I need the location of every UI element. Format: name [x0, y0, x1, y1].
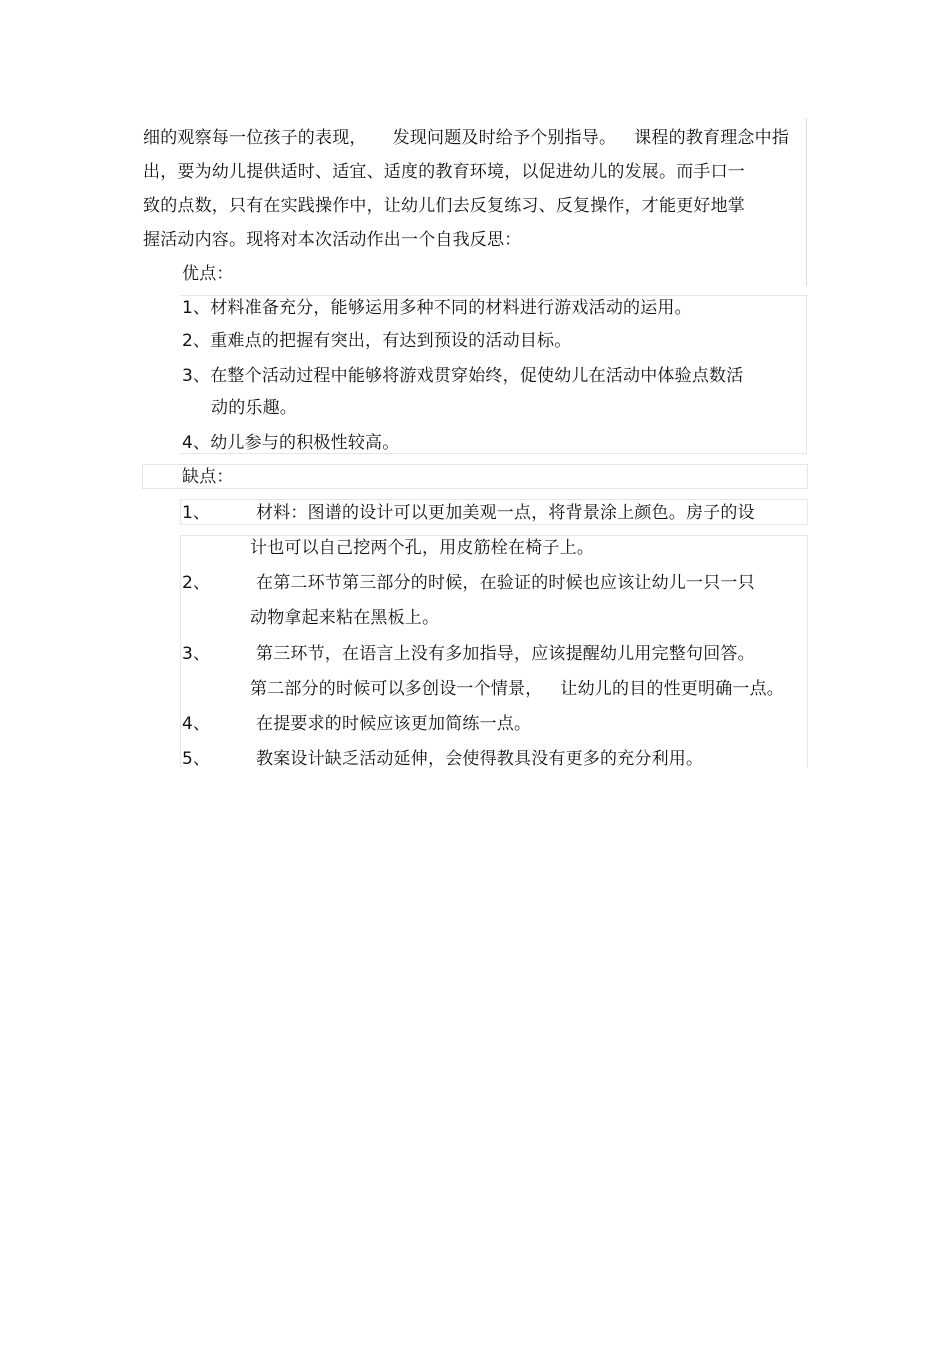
margin-rule — [806, 118, 807, 286]
advantages-heading: 优点： — [182, 264, 234, 284]
intro-line-4: 握活动内容。现将对本次活动作出一个自我反思： — [143, 230, 522, 250]
intro-line-1-part-3: 课程的教育理念中指 — [634, 128, 790, 148]
advantage-item-2 — [182, 329, 571, 353]
disadvantage-item-4-text: 在提要求的时候应该更加简练一点。 — [256, 714, 532, 734]
disadvantage-item-2-continued: 动物拿起来粘在黑板上。 — [250, 608, 440, 628]
advantage-item-number: 3、 — [182, 366, 211, 386]
disadvantage-item-3-number: 3、 — [182, 644, 211, 664]
disadvantage-item-2-number: 2、 — [182, 573, 211, 593]
disadvantage-item-3-continued — [250, 677, 784, 701]
disadvantage-item-4-number: 4、 — [182, 714, 211, 734]
intro-line-1-part-1: 细的观察每一位孩子的表现， — [143, 128, 367, 148]
advantage-item-4 — [182, 431, 399, 455]
intro-line-3: 致的点数，只有在实践操作中，让幼儿们去反复练习、反复操作，才能更好地掌 — [143, 196, 745, 216]
intro-line-1-part-2: 发现问题及时给予个别指导。 — [392, 128, 617, 148]
advantage-item-number: 1、 — [182, 298, 211, 318]
advantage-item-number: 2、 — [182, 331, 211, 351]
disadvantage-item-3-continued-part-2: 让幼儿的目的性更明确一点。 — [560, 679, 785, 699]
disadvantage-item-1-number: 1、 — [182, 503, 211, 523]
advantage-item-text: 重难点的把握有突出，有达到预设的活动目标。 — [210, 331, 572, 351]
disadvantages-heading-frame — [142, 464, 808, 489]
advantage-item-text: 材料准备充分，能够运用多种不同的材料进行游戏活动的运用。 — [210, 298, 692, 318]
disadvantage-item-2-text: 在第二环节第三部分的时候，在验证的时候也应该让幼儿一只一只 — [256, 573, 755, 593]
disadvantage-item-1-continued: 计也可以自己挖两个孔，用皮筋栓在椅子上。 — [250, 538, 594, 558]
disadvantage-item-3-text: 第三环节，在语言上没有多加指导，应该提醒幼儿用完整句回答。 — [256, 644, 755, 664]
advantage-item-text: 在整个活动过程中能够将游戏贯穿始终，促使幼儿在活动中体验点数活 — [210, 366, 744, 386]
disadvantage-item-5-number: 5、 — [182, 749, 211, 769]
intro-line-1 — [143, 126, 789, 150]
advantage-item-text: 幼儿参与的积极性较高。 — [210, 433, 400, 453]
disadvantage-item-3-continued-part-1: 第二部分的时候可以多创设一个情景， — [250, 679, 543, 699]
disadvantage-item-5-text: 教案设计缺乏活动延伸，会使得教具没有更多的充分利用。 — [256, 749, 704, 769]
advantage-item-number: 4、 — [182, 433, 211, 453]
disadvantage-item-1-text: 材料：图谱的设计可以更加美观一点，将背景涂上颜色。房子的设 — [256, 503, 755, 523]
intro-line-2: 出，要为幼儿提供适时、适宜、适度的教育环境，以促进幼儿的发展。而手口一 — [143, 162, 745, 182]
advantage-item-3 — [182, 364, 743, 388]
advantage-item-1 — [182, 296, 692, 320]
disadvantages-heading: 缺点： — [182, 467, 234, 487]
advantage-item-3-continued: 动的乐趣。 — [211, 398, 297, 418]
